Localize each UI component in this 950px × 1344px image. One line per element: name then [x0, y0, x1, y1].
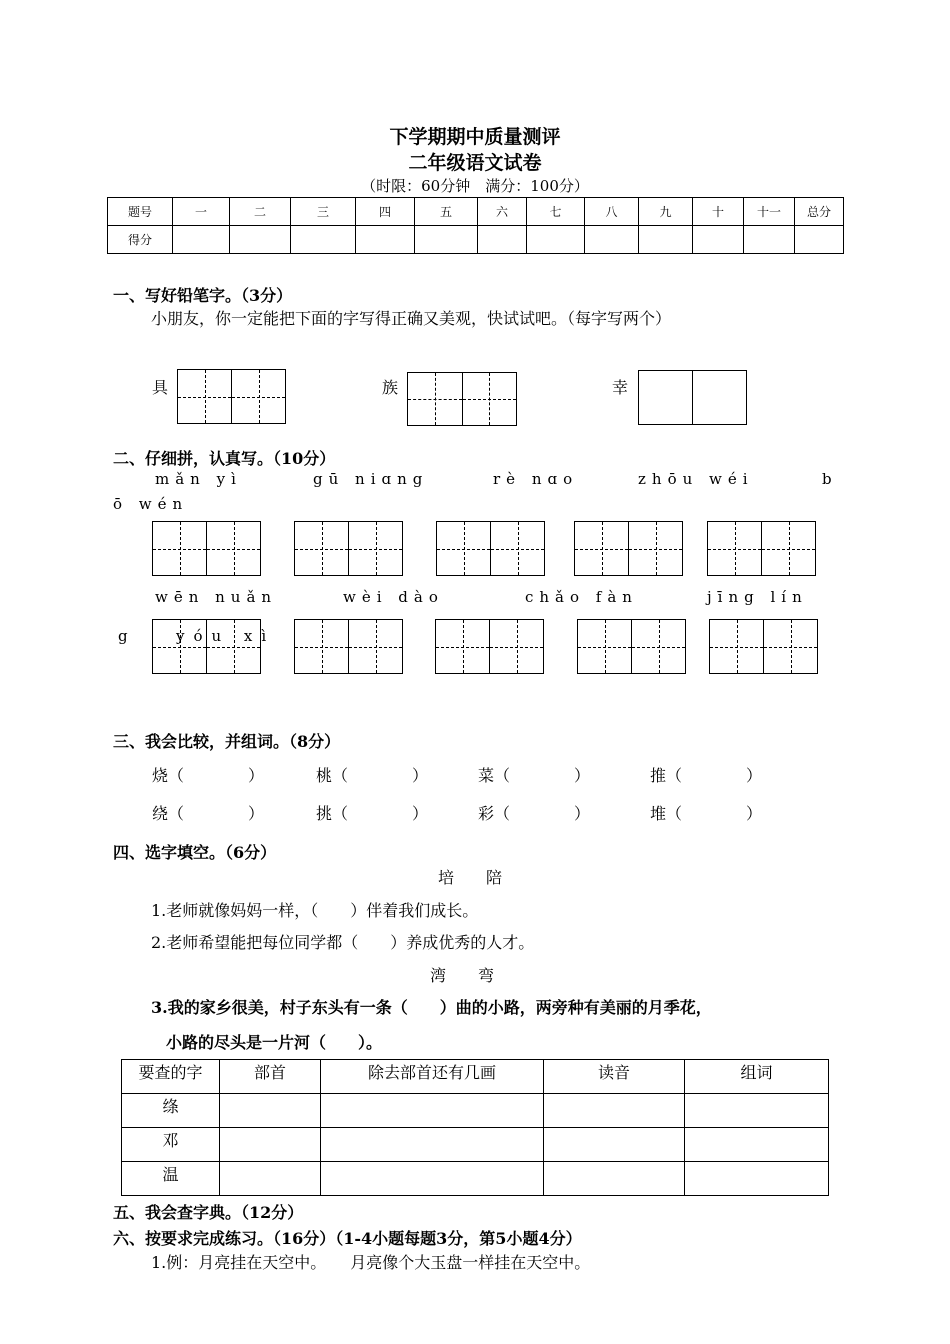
dict-input[interactable] [220, 1128, 321, 1162]
writing-grid[interactable] [152, 521, 261, 576]
section1-instruction: 小朋友，你一定能把下面的字写得正确又美观，快试试吧。（每字写两个） [151, 309, 672, 328]
dict-input[interactable] [544, 1128, 685, 1162]
score-cell: 五 [415, 198, 478, 226]
score-input[interactable] [527, 226, 585, 254]
dict-input[interactable] [544, 1162, 685, 1196]
dict-input[interactable] [544, 1094, 685, 1128]
dict-char: 温 [122, 1162, 220, 1196]
score-cell: 二 [230, 198, 291, 226]
pinyin: b [822, 470, 838, 488]
example-line: 1.例：月亮挂在天空中。 月亮像个大玉盘一样挂在天空中。 [151, 1253, 591, 1272]
writing-grid[interactable] [177, 369, 286, 424]
dict-header: 组词 [685, 1060, 829, 1094]
dict-input[interactable] [220, 1162, 321, 1196]
dictionary-table [121, 1059, 829, 1196]
score-cell: 八 [585, 198, 639, 226]
writing-grid[interactable] [435, 619, 544, 674]
pinyin: chǎo fàn [525, 588, 638, 606]
score-input[interactable] [291, 226, 356, 254]
compare-item: 堆（ ） [650, 804, 763, 823]
compare-item: 挑（ ） [316, 804, 429, 823]
section5-heading: 五、我会查字典。（12分） [113, 1203, 304, 1222]
char-label: 幸 [612, 378, 629, 397]
compare-item: 推（ ） [650, 766, 763, 785]
word-pair: 湾 弯 [430, 966, 495, 985]
score-input[interactable] [478, 226, 527, 254]
score-cell: 三 [291, 198, 356, 226]
pinyin: wèi dào [343, 588, 444, 606]
dict-header: 要查的字 [122, 1060, 220, 1094]
dict-header: 读音 [544, 1060, 685, 1094]
exam-subtitle: 二年级语文试卷 [408, 152, 542, 174]
question: 1.老师就像妈妈一样，（ ）伴着我们成长。 [151, 901, 479, 920]
score-input[interactable] [795, 226, 844, 254]
score-input[interactable] [744, 226, 795, 254]
pinyin: jīng lín [707, 588, 808, 606]
writing-grid[interactable] [707, 521, 816, 576]
dict-char: 绦 [122, 1094, 220, 1128]
score-input[interactable] [356, 226, 415, 254]
score-cell: 九 [639, 198, 693, 226]
compare-item: 烧（ ） [152, 766, 265, 785]
score-cell: 四 [356, 198, 415, 226]
pinyin: yóu xì [176, 627, 276, 645]
exam-title: 下学期期中质量测评 [389, 126, 561, 148]
section6-heading: 六、按要求完成练习。（16分）（1-4小题每题3分，第5小题4分） [113, 1229, 582, 1248]
question: 小路的尽头是一片河（ ）。 [166, 1033, 383, 1052]
dict-input[interactable] [321, 1162, 544, 1196]
score-table [107, 197, 844, 254]
time-limit: （时限：60分钟 满分：100分） [361, 177, 589, 195]
score-cell: 六 [478, 198, 527, 226]
section2-heading: 二、仔细拼，认真写。（10分） [113, 449, 336, 468]
score-cell: 一 [173, 198, 230, 226]
word-pair: 培 陪 [438, 868, 503, 887]
writing-grid[interactable] [407, 372, 517, 426]
writing-grid[interactable] [294, 619, 403, 674]
compare-item: 彩（ ） [478, 804, 591, 823]
question: 2.老师希望能把每位同学都（ ）养成优秀的人才。 [151, 933, 535, 952]
pinyin: gū niɑng [313, 470, 429, 488]
dict-char: 邓 [122, 1128, 220, 1162]
writing-grid[interactable] [294, 521, 403, 576]
score-cell: 十 [693, 198, 744, 226]
section3-heading: 三、我会比较，并组词。（8分） [113, 732, 341, 751]
dict-input[interactable] [321, 1128, 544, 1162]
pinyin: mǎn yì [155, 470, 242, 488]
dict-input[interactable] [220, 1094, 321, 1128]
writing-grid[interactable] [577, 619, 686, 674]
writing-grid[interactable] [709, 619, 818, 674]
char-label: 族 [382, 378, 399, 397]
score-input[interactable] [639, 226, 693, 254]
score-input[interactable] [230, 226, 291, 254]
score-cell: 七 [527, 198, 585, 226]
writing-grid[interactable] [574, 521, 683, 576]
score-input[interactable] [693, 226, 744, 254]
score-cell: 十一 [744, 198, 795, 226]
score-input[interactable] [415, 226, 478, 254]
pinyin: zhōu wéi [638, 470, 754, 488]
compare-item: 菜（ ） [478, 766, 591, 785]
pinyin: ō wén [113, 495, 189, 513]
dict-input[interactable] [685, 1162, 829, 1196]
section4-heading: 四、选字填空。（6分） [113, 843, 277, 862]
dict-input[interactable] [685, 1128, 829, 1162]
pinyin: g [118, 627, 134, 645]
pinyin: rè nɑo [493, 470, 579, 488]
question: 3.我的家乡很美，村子东头有一条（ ）曲的小路，两旁种有美丽的月季花， [151, 998, 712, 1017]
score-cell: 得分 [108, 226, 173, 254]
dict-input[interactable] [685, 1094, 829, 1128]
char-label: 具 [152, 378, 169, 397]
score-input[interactable] [585, 226, 639, 254]
score-input[interactable] [173, 226, 230, 254]
pinyin: wēn nuǎn [155, 588, 278, 606]
writing-grid[interactable] [436, 521, 545, 576]
score-cell: 题号 [108, 198, 173, 226]
writing-grid[interactable] [638, 370, 747, 425]
compare-item: 桃（ ） [316, 766, 429, 785]
dict-header: 部首 [220, 1060, 321, 1094]
dict-header: 除去部首还有几画 [321, 1060, 544, 1094]
section1-heading: 一、写好铅笔字。（3分） [113, 286, 293, 305]
dict-input[interactable] [321, 1094, 544, 1128]
compare-item: 绕（ ） [152, 804, 265, 823]
score-cell: 总分 [795, 198, 844, 226]
